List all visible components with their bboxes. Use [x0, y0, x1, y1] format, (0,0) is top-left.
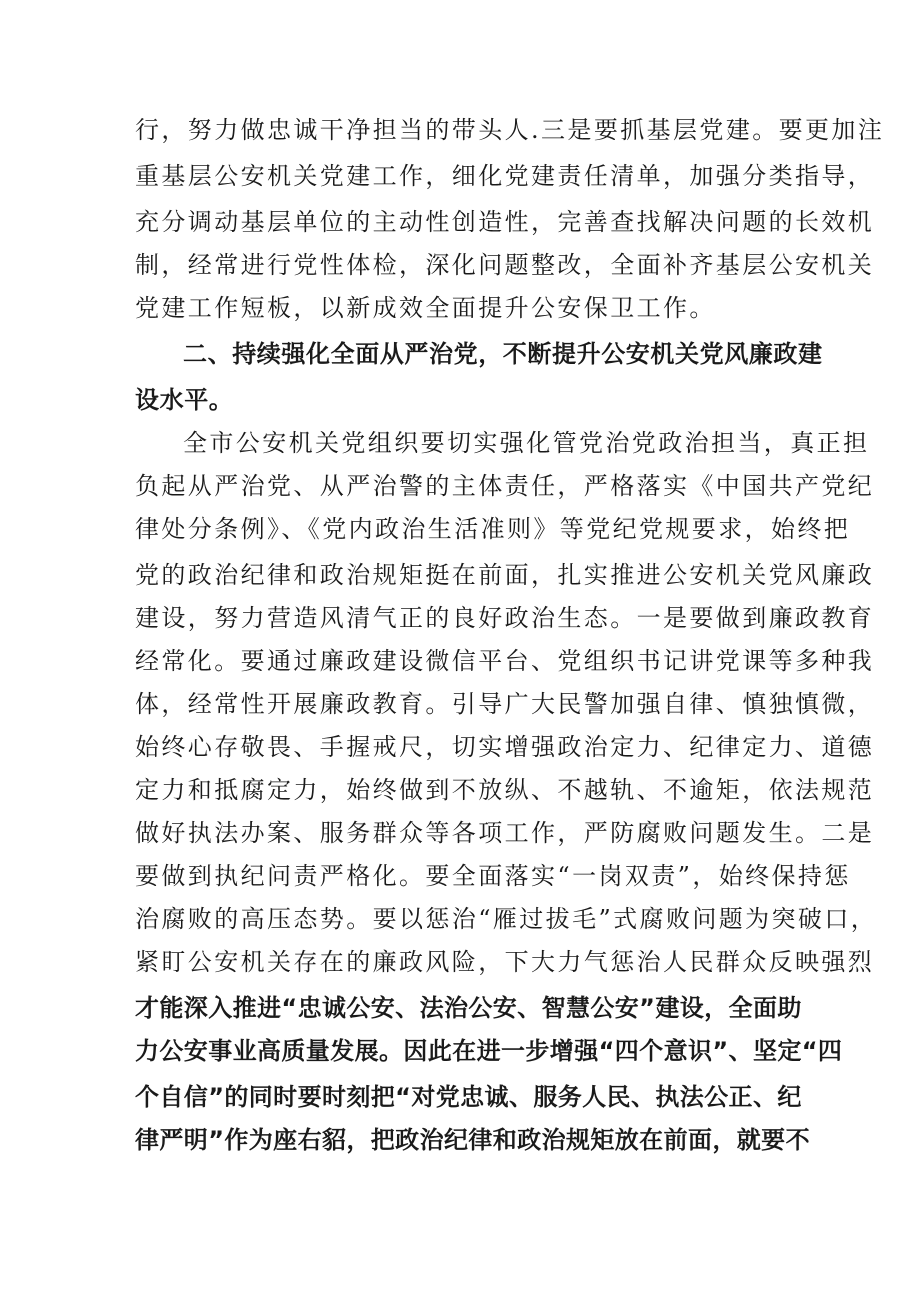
paragraph-line: 律处分条例》、《党内政治生活准则》等党纪党规要求，始终把: [135, 515, 851, 543]
paragraph-line: 要做到执纪问责严格化。要全面落实“一岗双责”，始终保持惩: [135, 862, 851, 890]
paragraph-line: 全市公安机关党组织要切实强化管党治党政治担当，真正担: [183, 429, 870, 457]
paragraph-line: 行，努力做忠诚干净担当的带头人.三是要抓基层党建。要更加注: [135, 116, 885, 144]
paragraph-line: 定力和抵腐定力，始终做到不放纵、不越轨、不逾矩，依法规范: [135, 776, 875, 804]
paragraph-line: 建设，努力营造风清气正的良好政治生态。一是要做到廉政教育: [135, 604, 875, 632]
paragraph-line-sans: 个自信”的同时要时刻把“对党忠诚、服务人民、执法公正、纪: [135, 1083, 802, 1111]
section-heading-continued: 设水平。: [135, 386, 234, 414]
paragraph-line: 充分调动基层单位的主动性创造性，完善查找解决问题的长效机: [135, 208, 875, 236]
paragraph-line: 经常化。要通过廉政建设微信平台、党组织书记讲党课等多种我: [135, 647, 875, 675]
paragraph-line: 始终心存敬畏、手握戒尺，切实增强政治定力、纪律定力、道德: [135, 733, 875, 761]
paragraph-line: 党的政治纪律和政治规矩挺在前面，扎实推进公安机关党风廉政: [135, 561, 875, 589]
paragraph-line: 制，经常进行党性体检，深化问题整改，全面补齐基层公安机关: [135, 251, 875, 279]
paragraph-line-sans: 力公安事业高质量发展。因此在进一步增强“四个意识”、坚定“四: [135, 1037, 843, 1065]
paragraph-line: 治腐败的高压态势。要以惩治“雁过拔毛”式腐败问题为突破口，: [135, 905, 878, 933]
paragraph-line-sans: 律严明”作为座右貂，把政治纪律和政治规矩放在前面，就要不: [135, 1126, 810, 1154]
section-heading: 二、持续强化全面从严治党，不断提升公安机关党风廉政建: [183, 340, 823, 368]
paragraph-line: 做好执法办案、服务群众等各项工作，严防腐败问题发生。二是: [135, 819, 875, 847]
paragraph-line: 党建工作短板，以新成效全面提升公安保卫工作。: [135, 294, 716, 322]
paragraph-line: 负起从严治党、从严治警的主体责任，严格落实《中国共产党纪: [135, 472, 875, 500]
paragraph-line: 重基层公安机关党建工作，细化党建责任清单，加强分类指导，: [135, 162, 875, 190]
paragraph-line-sans: 才能深入推进“忠诚公安、法治公安、智慧公安”建设，全面助: [135, 994, 802, 1022]
paragraph-line: 紧盯公安机关存在的廉政风险，下大力气惩治人民群众反映强烈: [135, 948, 875, 976]
paragraph-line: 体，经常性开展廉政教育。引导广大民警加强自律、慎独慎微，: [135, 690, 875, 718]
